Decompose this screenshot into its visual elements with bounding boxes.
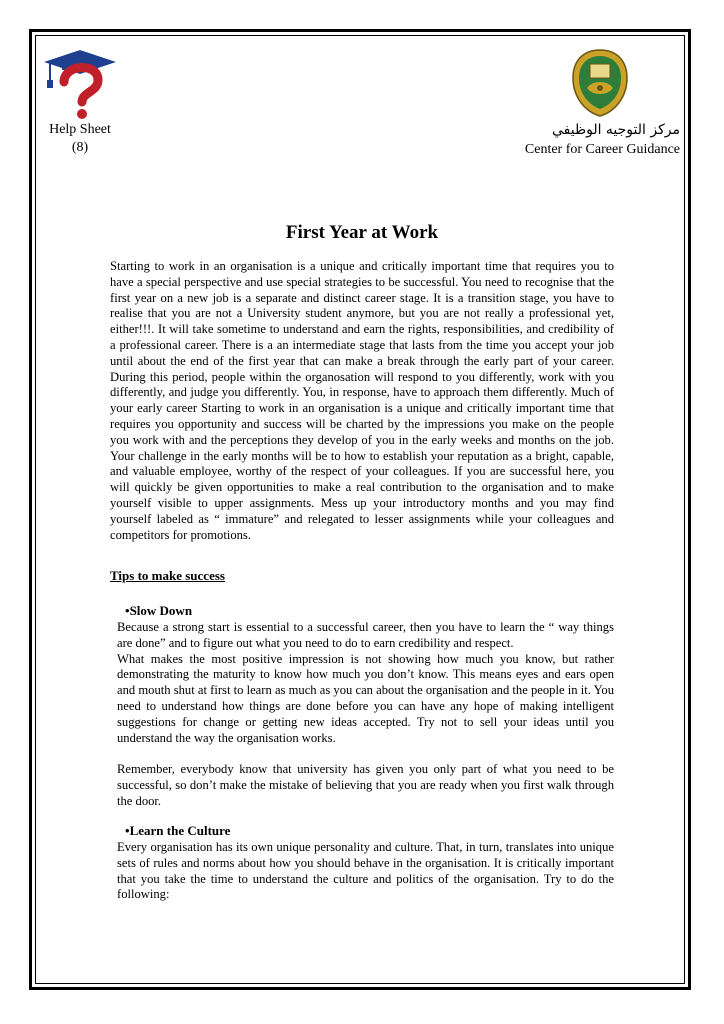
section-title-slow-down	[125, 603, 192, 619]
tips-heading: Tips to make success	[110, 568, 225, 583]
section-body-slow-down	[117, 620, 614, 810]
center-name-english: Center for Career Guidance	[524, 142, 680, 157]
paragraph: Remember, everybody know that university has given you only part of what you need to be successful, so don’t make the mistake of believing that you are ready when you first walk through the door.	[117, 762, 614, 808]
help-sheet-title: Help Sheet	[49, 122, 111, 137]
section-body-learn-culture	[117, 840, 614, 903]
section-title-text: Slow Down	[129, 603, 193, 618]
paragraph: Because a strong start is essential to a successful career, then you have to learn the “ way things are done” and to figure out what you need to do to earn credibility and respect.	[117, 620, 614, 650]
paragraph: Every organisation has its own unique personality and culture. That, in turn, translates into unique sets of rules and norms about how you should behave in the organisation. It is critically important that you take the time to understand the culture and politics of the organisation. Try to do the following:	[117, 840, 614, 902]
bullet-icon: •	[125, 603, 130, 618]
help-sheet-label	[40, 121, 120, 157]
university-emblem-icon	[570, 48, 630, 118]
section-title-text: Learn the Culture	[129, 823, 231, 838]
help-sheet-number: (8)	[71, 140, 89, 155]
paragraph: What makes the most positive impression is not showing how much you know, but rather demonstrating the maturity to know how much you don’t know. This means eyes and ears open and mouth shut at first to learn as much as you can about the organisation and the people in it. You need to understand how things are done before you can have any hope of making intelligent suggestions for change or getting new ideas accepted. Try not to sell your ideas until you understand the way the organisation works.	[117, 651, 614, 745]
center-name-arabic: مركز التوجيه الوظيفي	[551, 122, 680, 138]
section-title-learn-culture	[125, 823, 230, 839]
bullet-icon: •	[125, 823, 130, 838]
graduation-cap-question-mark-icon	[40, 48, 120, 120]
page-title: First Year at Work	[285, 222, 439, 243]
intro-paragraph: Starting to work in an organisation is a unique and critically important time that requires you to have a special perspective and use special strategies to be successful. You need to recognise that the first year on a new job is a separate and distinct career stage. It is a transition stage, you have to realise that you are not a University student anymore, but you are not really a professional yet, either!!!. It will take sometime to understand and earn the rights, responsibilities, and credibility of a professional career. There is a an intermediate stage that lasts from the time you accept your job until about the end of the first year that can make a break through the early part of your career. During this period, people within the organosation will respond to you differently, work with you differently, and judge you differently. You, in response, have to approach them differently. Much of your early career Starting to work in an organisation is a unique and critically important time that requires you opportunity and success will be charted by the impressions you make on the people you work with and the perceptions they develop of you in the early weeks and months on the job. Your challenge in the early months will be to how to establish your reputation as a bright, capable, and valuable employee, worthy of the respect of your colleagues. If you are successful here, you will quickly be given opportunities to make a real contribution to the organisation and to make yourself visible to upper assignments. Mess up your introductory months and you may find yourself labeled as “ immature” and relegated to lesser assignments while your colleagues and competitors for promotions.	[110, 259, 614, 542]
